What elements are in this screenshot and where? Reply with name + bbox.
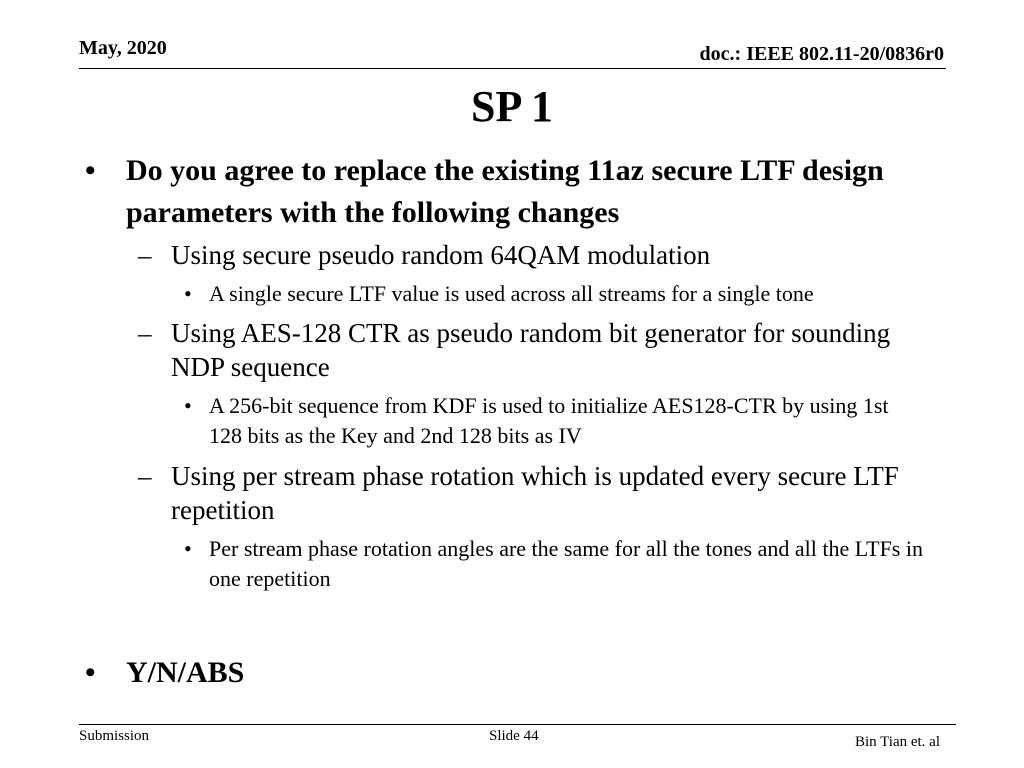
header-doc-id: doc.: IEEE 802.11-20/0836r0 [699,43,944,65]
sub-bullet-1-detail [184,279,924,309]
sub-bullet-2-text: Using AES-128 CTR as pseudo random bit generator for sounding NDP sequence [171,318,891,382]
footer-submission: Submission [79,728,150,744]
sub-bullet-3-detail-text: Per stream phase rotation angles are the same for all the tones and all the LTFs in one repetition [209,536,923,591]
question-text: Do you agree to replace the existing 11az secure LTF design parameters with the following changes [126,154,884,229]
bullet-marker: • [184,281,192,306]
footer-slide-number: Slide 44 [489,728,539,744]
sub-bullet-3-text: Using per stream phase rotation which is updated every secure LTF repetition [171,461,899,525]
slide-title: SP 1 [471,82,553,131]
bullet-vote [85,652,915,694]
dash-marker: – [138,240,152,270]
sub-bullet-2-detail-text: A 256-bit sequence from KDF is used to initialize AES128-CTR by using 1st 128 bits as the Key and 2nd 128 bits as IV [209,393,889,448]
header-divider [79,68,946,69]
footer-divider [79,724,956,725]
sub-bullet-1-detail-text: A single secure LTF value is used across all streams for a single tone [209,281,814,306]
bullet-question [85,150,915,234]
vote-options: Y/N/ABS [126,656,245,689]
sub-bullet-1 [138,238,938,272]
dash-marker: – [138,461,152,491]
bullet-marker: • [85,154,96,187]
dash-marker: – [138,318,152,348]
sub-bullet-2-detail [184,391,924,451]
header-date: May, 2020 [79,37,167,59]
sub-bullet-2 [138,316,938,384]
sub-bullet-3 [138,459,938,527]
bullet-marker: • [85,656,96,689]
bullet-marker: • [184,393,192,418]
footer-author: Bin Tian et. al [854,734,940,750]
bullet-marker: • [184,536,192,561]
sub-bullet-1-text: Using secure pseudo random 64QAM modulation [171,240,711,270]
sub-bullet-3-detail [184,534,924,594]
